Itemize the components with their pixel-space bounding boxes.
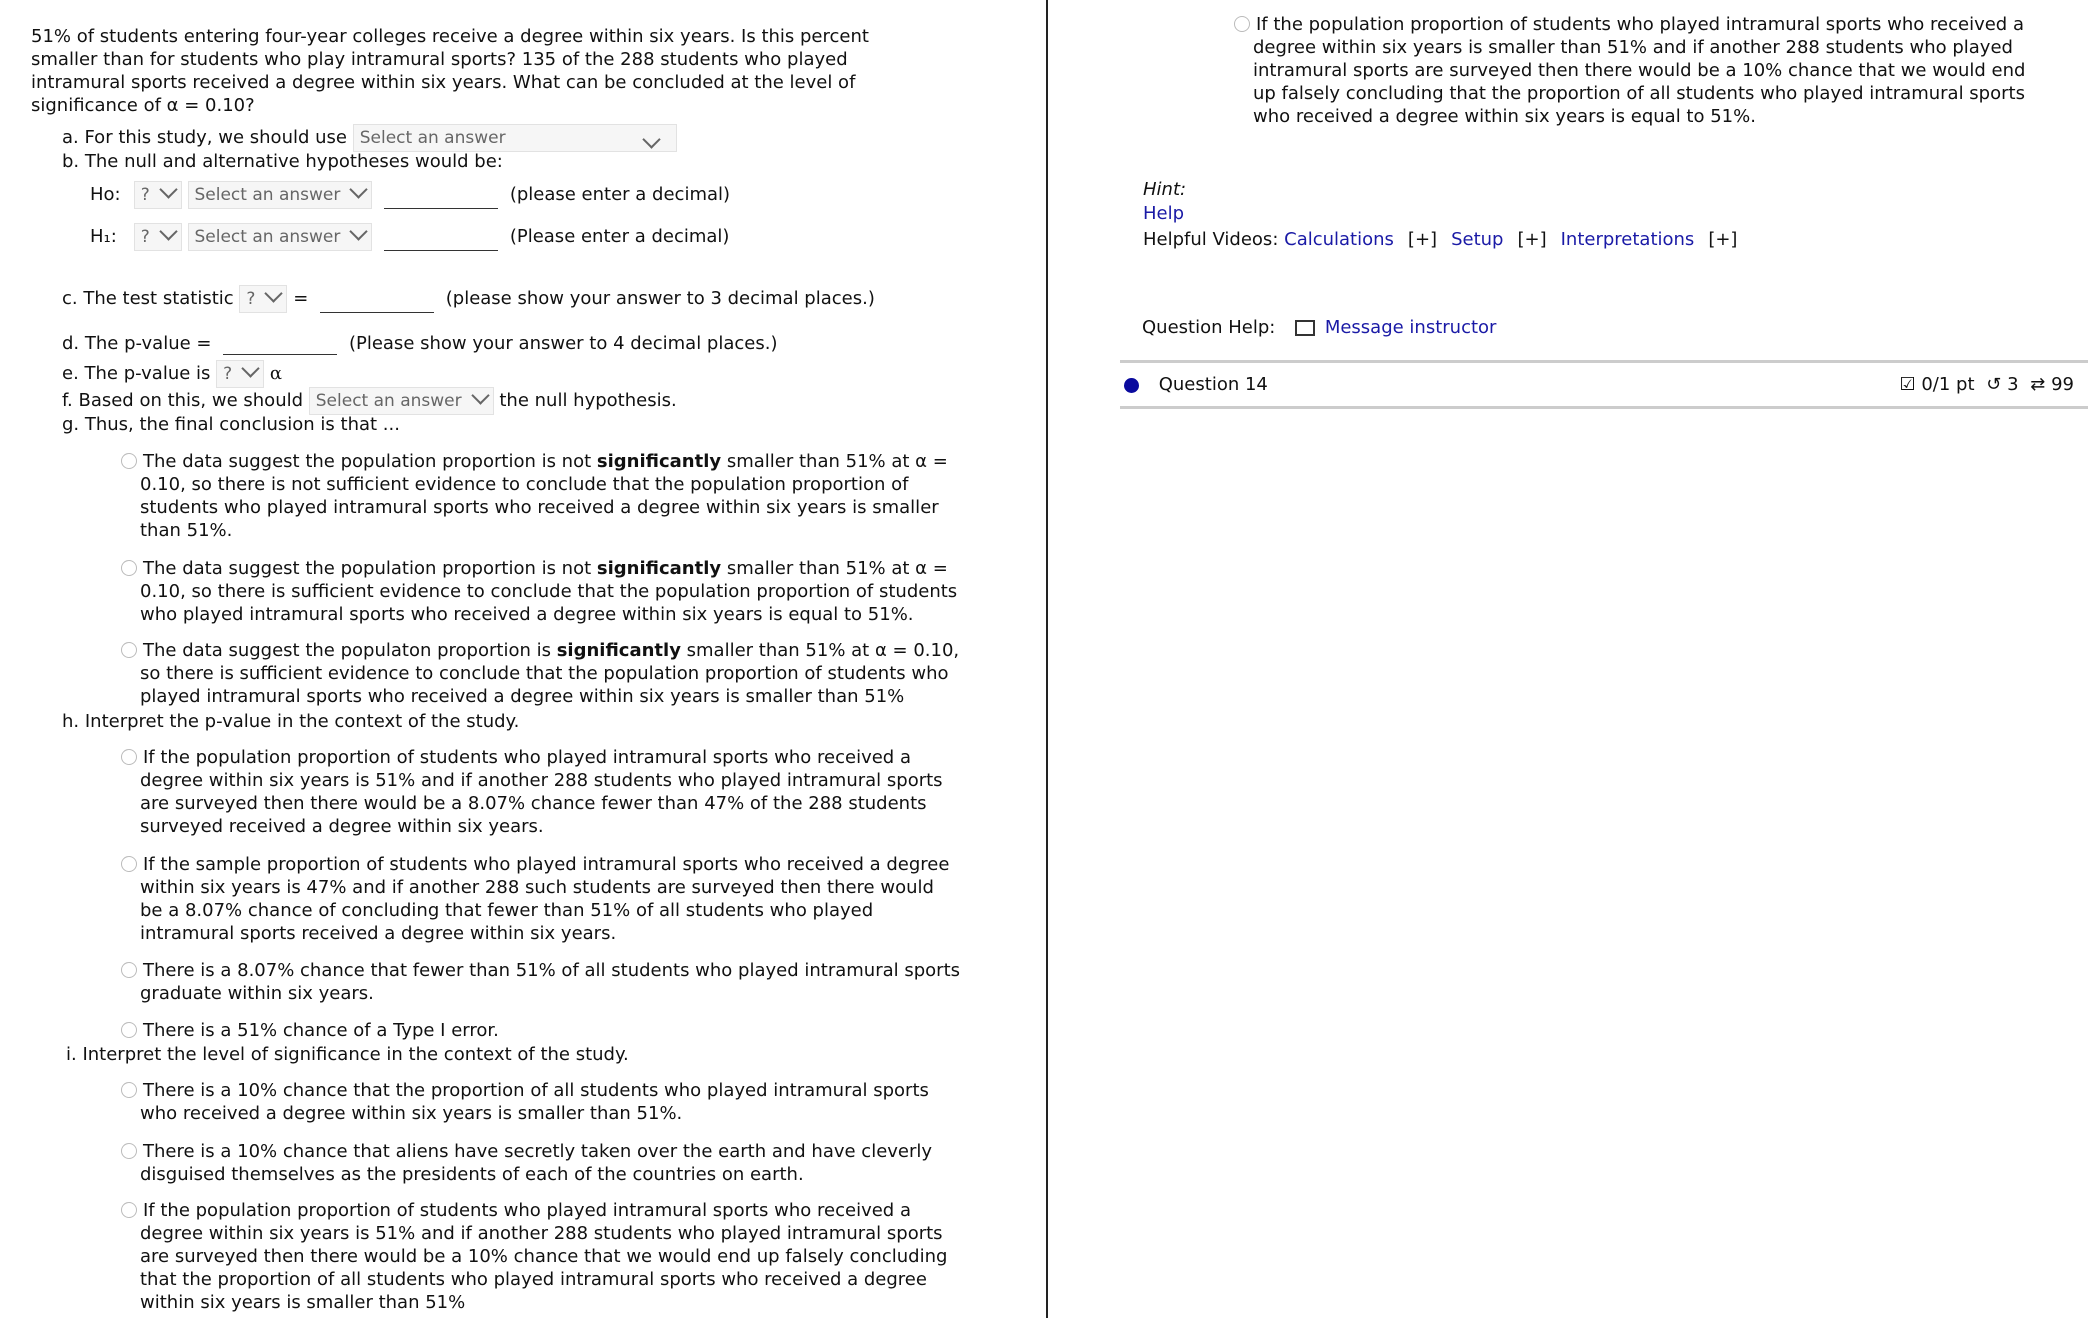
chevron-down-icon: [350, 222, 368, 240]
retries-count: 3: [2007, 374, 2019, 395]
part-h-label: h. Interpret the p-value in the context of the study.: [62, 711, 520, 732]
retry-icon: ↺: [1986, 374, 2002, 395]
attempts-icon: ⇄: [2030, 374, 2046, 395]
chevron-down-icon: [241, 359, 259, 377]
decision-select[interactable]: [309, 387, 494, 415]
p-value-input[interactable]: [223, 324, 337, 355]
radio-button[interactable]: [1234, 16, 1250, 32]
select-value: Select an answer: [194, 227, 341, 247]
h0-operator-select[interactable]: [188, 181, 373, 209]
radio-button[interactable]: [121, 1202, 137, 1218]
radio-button[interactable]: [121, 1082, 137, 1098]
help-link[interactable]: Help: [1143, 203, 1185, 224]
significance-interpretation-option[interactable]: If the population proportion of students who played intramural sports who received a degree within six years is 51% and if another 288 students who played intramural sports are surveyed then there would be a 10% chance that we would end up falsely concluding that the proportion of all students who played intramural sports who received a degree within six years is smaller than 51%: [140, 1199, 960, 1314]
score: 0/1 pt: [1921, 374, 1975, 395]
mail-icon: [1295, 320, 1315, 336]
chevron-down-icon: [265, 284, 283, 302]
question-stats: [1899, 373, 2074, 396]
radio-button[interactable]: [121, 453, 137, 469]
message-instructor-link[interactable]: Message instructor: [1324, 317, 1497, 338]
question-help-label: Question Help:: [1142, 317, 1276, 338]
select-value: Select an answer: [359, 128, 506, 148]
attempts-count: 99: [2051, 374, 2074, 395]
part-e: [62, 360, 282, 388]
select-value: Select an answer: [315, 391, 462, 411]
test-statistic-input[interactable]: [320, 282, 434, 313]
alt-hypothesis-row: [90, 220, 729, 251]
select-value: ?: [140, 227, 150, 247]
expand-button[interactable]: [+]: [1708, 229, 1738, 250]
radio-button[interactable]: [121, 1022, 137, 1038]
p-value-interpretation-option[interactable]: There is a 51% chance of a Type I error.: [140, 1019, 960, 1042]
question-title: Question 14: [1158, 374, 1268, 395]
h0-value-input[interactable]: [384, 178, 498, 209]
p-value-interpretation-option[interactable]: If the sample proportion of students who played intramural sports who received a degree within six years is 47% and if another 288 such students are surveyed then there would be a 8.07% chance of concluding that fewer than 51% of all students who played intramural sports received a degree within six years.: [140, 853, 960, 945]
separator: [1120, 406, 2088, 409]
radio-button[interactable]: [121, 856, 137, 872]
question-help: [1142, 316, 1496, 339]
radio-button[interactable]: [121, 642, 137, 658]
column-divider: [1046, 0, 1048, 1318]
problem-statement: 51% of students entering four-year colleges receive a degree within six years. Is this percent smaller than for students who play intramural sports? 135 of the 288 students who played intramural sports received a degree within six years. What can be concluded at the level of significance of α = 0.10?: [31, 26, 869, 116]
h0-hint: (please enter a decimal): [509, 184, 731, 205]
conclusion-option[interactable]: The data suggest the populaton proportion is significantly smaller than 51% at α = 0.10, so there is sufficient evidence to conclude that the population proportion of students who played intramural sports who received a degree within six years is smaller than 51%: [140, 639, 960, 708]
expand-button[interactable]: [+]: [1517, 229, 1547, 250]
test-statistic-select[interactable]: [239, 285, 287, 313]
part-c-label: c. The test statistic: [62, 288, 234, 309]
alpha-symbol: α: [269, 363, 283, 384]
h1-parameter-select[interactable]: [134, 223, 182, 251]
select-value: Select an answer: [194, 185, 341, 205]
part-a-label: a. For this study, we should use: [62, 127, 347, 148]
part-d-hint: (Please show your answer to 4 decimal places.): [348, 333, 778, 354]
part-e-label: e. The p-value is: [62, 363, 211, 384]
select-value: ?: [223, 364, 233, 384]
chevron-down-icon: [159, 222, 177, 240]
equals-sign: =: [293, 288, 309, 309]
question-14-header[interactable]: [1124, 373, 2084, 396]
radio-button[interactable]: [121, 560, 137, 576]
null-hypothesis-row: [90, 178, 730, 209]
significance-interpretation-option[interactable]: There is a 10% chance that aliens have secretly taken over the earth and have cleverly disguised themselves as the presidents of each of the countries on earth.: [140, 1140, 960, 1186]
conclusion-option[interactable]: The data suggest the population proportion is not significantly smaller than 51% at α = 0.10, so there is not sufficient evidence to conclude that the population proportion of students who played intramural sports who received a degree within six years is smaller than 51%.: [140, 450, 960, 542]
part-d: [62, 324, 777, 355]
radio-button[interactable]: [121, 962, 137, 978]
radio-button[interactable]: [121, 749, 137, 765]
chevron-down-icon: [642, 130, 660, 148]
part-f-label: f. Based on this, we should: [62, 390, 304, 411]
radio-button[interactable]: [121, 1143, 137, 1159]
part-f-suffix: the null hypothesis.: [499, 390, 677, 411]
h1-operator-select[interactable]: [188, 223, 373, 251]
part-c-hint: (please show your answer to 3 decimal places.): [445, 288, 875, 309]
hint-label: Hint:: [1143, 179, 1187, 200]
study-type-select[interactable]: [353, 124, 677, 152]
conclusion-option[interactable]: The data suggest the population proportion is not significantly smaller than 51% at α = 0.10, so there is sufficient evidence to conclude that the population proportion of students who played intramural sports who received a degree within six years is equal to 51%.: [140, 557, 960, 626]
p-value-comparison-select[interactable]: [216, 360, 264, 388]
chevron-down-icon: [350, 180, 368, 198]
part-g-label: g. Thus, the final conclusion is that ...: [62, 414, 400, 435]
h0-parameter-select[interactable]: [134, 181, 182, 209]
part-i-label: i. Interpret the level of significance in the context of the study.: [66, 1044, 629, 1065]
significance-interpretation-option[interactable]: If the population proportion of students who played intramural sports who received a degree within six years is smaller than 51% and if another 288 students who played intramural sports are surveyed then there would be a 10% chance that we would end up falsely concluding that the proportion of all students who played intramural sports who received a degree within six years is equal to 51%.: [1253, 13, 2053, 128]
chevron-down-icon: [159, 180, 177, 198]
part-c: [62, 282, 875, 313]
separator: [1120, 360, 2088, 363]
h1-hint: (Please enter a decimal): [509, 226, 730, 247]
part-d-label: d. The p-value =: [62, 333, 212, 354]
select-value: ?: [140, 185, 150, 205]
h1-label: H₁:: [90, 226, 117, 247]
expand-button[interactable]: [+]: [1407, 229, 1438, 250]
helpful-videos: [1143, 228, 1751, 251]
significance-interpretation-option[interactable]: There is a 10% chance that the proportion of all students who played intramural sports who received a degree within six years is smaller than 51%.: [140, 1079, 960, 1125]
video-link-setup[interactable]: Setup: [1451, 229, 1504, 250]
h0-label: Ho:: [90, 184, 121, 205]
select-value: ?: [246, 289, 256, 309]
chevron-down-icon: [471, 386, 489, 404]
part-b-label: b. The null and alternative hypotheses would be:: [62, 151, 503, 172]
h1-value-input[interactable]: [384, 220, 498, 251]
part-f: [62, 387, 677, 415]
helpful-videos-label: Helpful Videos:: [1143, 229, 1279, 250]
part-a: [62, 124, 677, 152]
status-dot-icon: [1124, 378, 1139, 393]
p-value-interpretation-option[interactable]: There is a 8.07% chance that fewer than 51% of all students who played intramural sports graduate within six years.: [140, 959, 960, 1005]
video-link-interpretations[interactable]: Interpretations: [1560, 229, 1695, 250]
p-value-interpretation-option[interactable]: If the population proportion of students who played intramural sports who received a degree within six years is 51% and if another 288 students who played intramural sports are surveyed then there would be a 8.07% chance fewer than 47% of the 288 students surveyed received a degree within six years.: [140, 746, 960, 838]
video-link-calculations[interactable]: Calculations: [1284, 229, 1394, 250]
checkbox-icon: ☑: [1899, 374, 1916, 395]
